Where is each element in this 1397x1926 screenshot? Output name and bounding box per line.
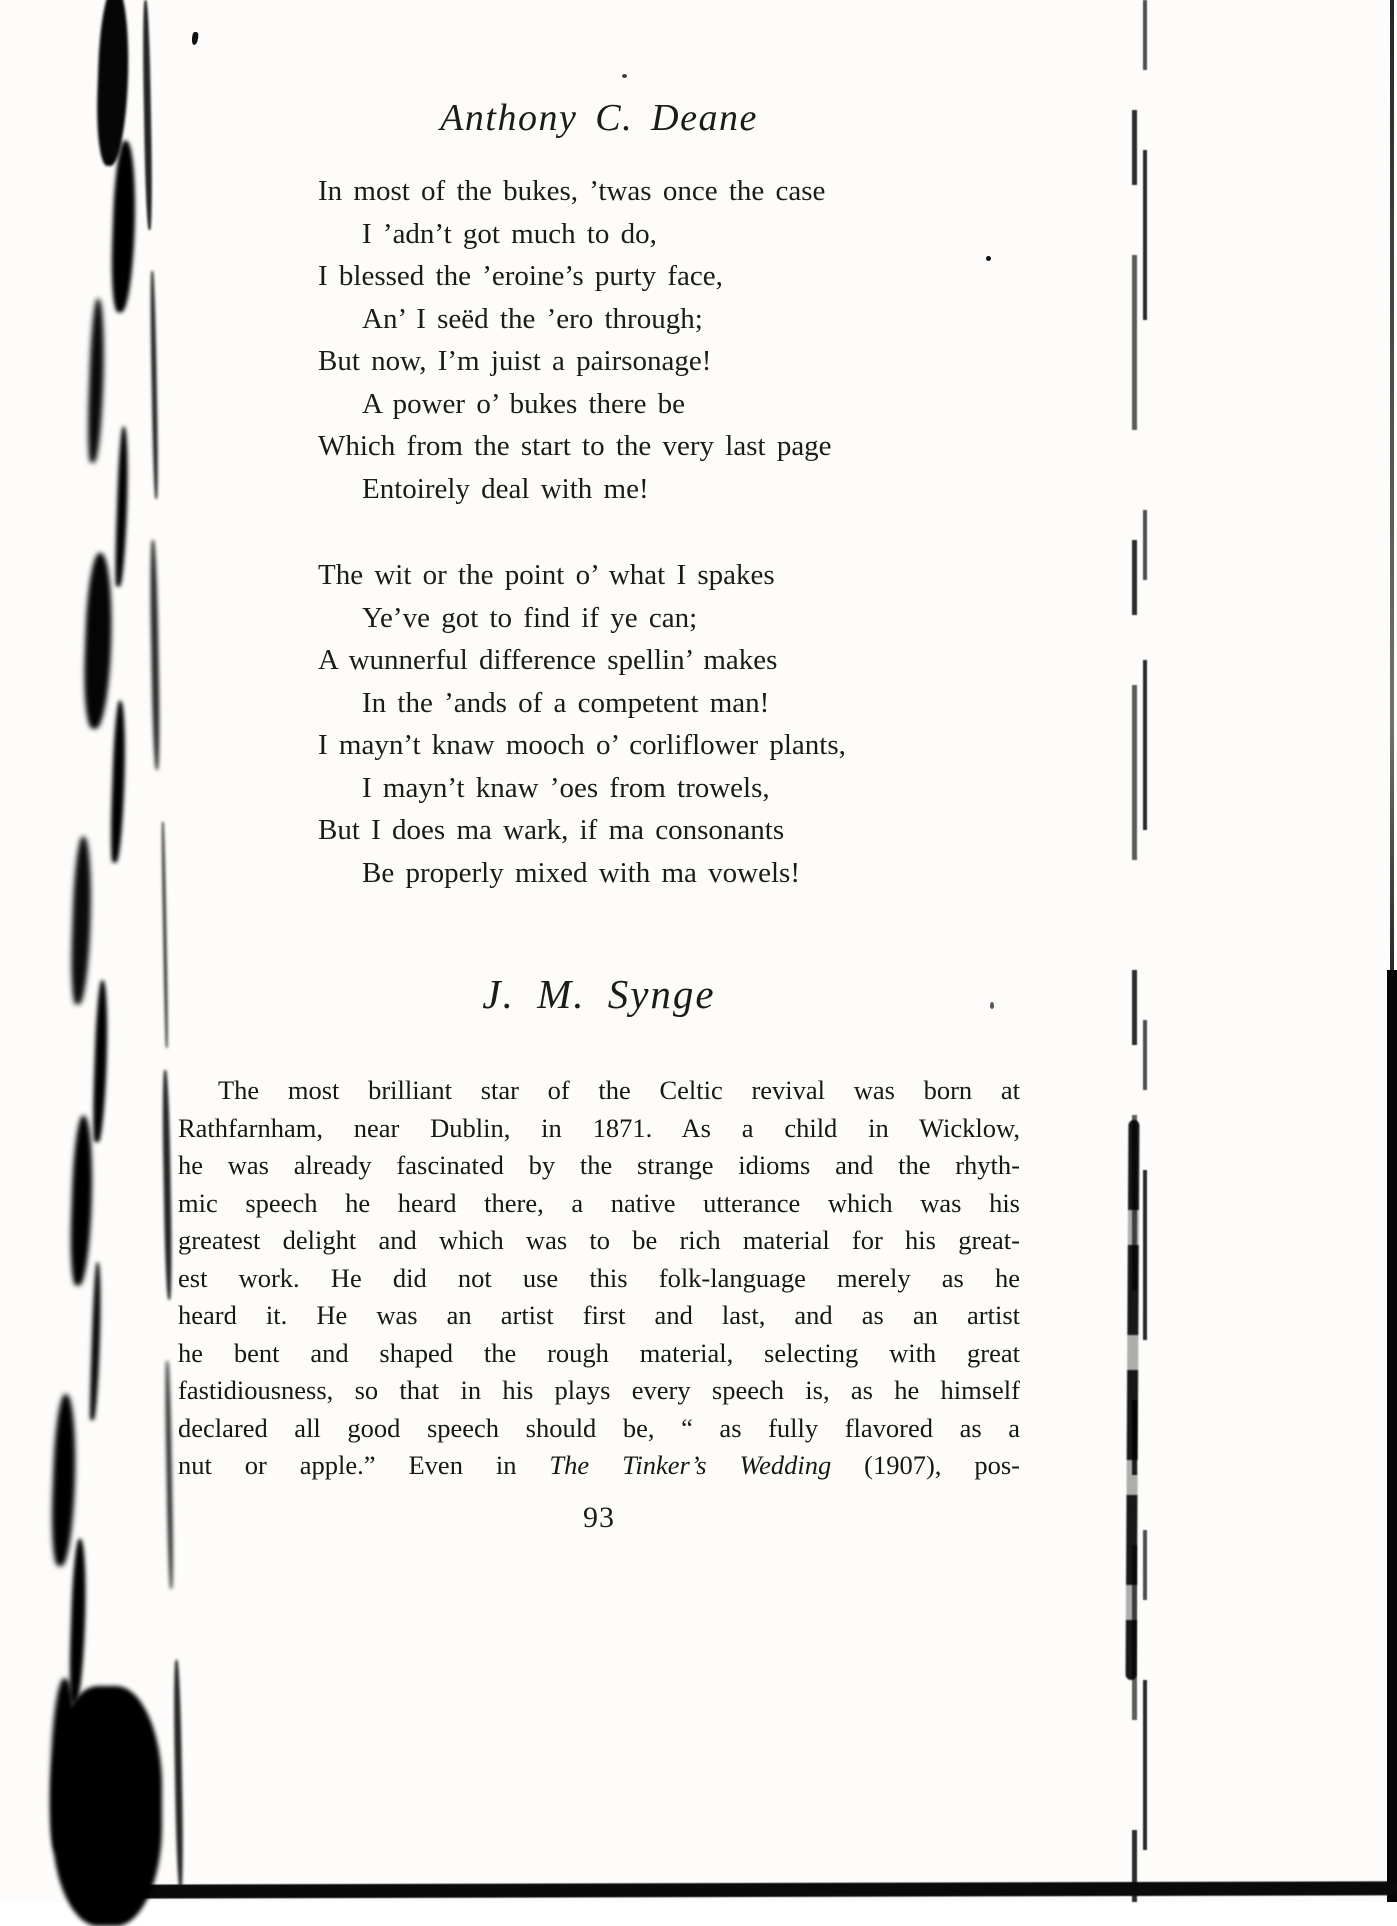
poem-line: But now, I’m juist a pairsonage! <box>318 345 712 377</box>
scan-dash-heavy-segment <box>1126 1120 1140 1680</box>
scan-dash-line-a <box>1132 0 1137 1902</box>
poem-line: A power o’ bukes there be <box>362 387 686 420</box>
bio-line: Rathfarnham, near Dublin, in 1871. As a child in Wicklow, <box>178 1112 1020 1143</box>
bio-line-post: (1907), pos- <box>831 1450 1021 1480</box>
poem-line: I blessed the ’eroine’s purty face, <box>318 260 723 292</box>
poem-line: Which from the start to the very last page <box>318 430 832 462</box>
bio-line-pre: nut or apple.” Even in <box>178 1450 550 1480</box>
bio-line: heard it. He was an artist first and last, and as an artist <box>178 1300 1020 1330</box>
bio-line-with-italic <box>178 1447 1020 1485</box>
deane-poem <box>318 170 1020 894</box>
poem-line: The wit or the point o’ what I spakes <box>318 559 775 591</box>
poem-line: But I does ma wark, if ma consonants <box>318 814 785 846</box>
poem-line: An’ I seëd the ’ero through; <box>362 302 703 335</box>
poem-stanza-1 <box>318 170 1020 510</box>
synge-biography <box>178 1072 1020 1485</box>
poem-line: I ’adn’t got much to do, <box>362 217 657 250</box>
bio-line: est work. He did not use this folk-language merely as he <box>178 1262 1020 1293</box>
poem-line: In most of the bukes, ’twas once the case <box>318 175 826 207</box>
scan-right-edge-bar <box>1387 970 1397 1902</box>
poem-author-heading: Anthony C. Deane <box>440 97 758 139</box>
synge-section-heading: J. M. Synge <box>482 971 716 1017</box>
page-number: 93 <box>583 1500 615 1534</box>
poem-stanza-2 <box>318 554 1020 894</box>
bio-line: greatest delight and which was to be rich material for his great- <box>178 1225 1020 1255</box>
bio-line: declared all good speech should be, “ as fully flavored as a <box>178 1412 1020 1443</box>
book-title-italic: The Tinker’s Wedding <box>549 1450 832 1480</box>
bio-line: The most brilliant star of the Celtic revival was born at <box>218 1075 1020 1105</box>
poem-line: I mayn’t knaw ’oes from trowels, <box>362 771 770 804</box>
poem-line: Entoirely deal with me! <box>362 472 649 505</box>
scan-bottom-bar <box>96 1881 1397 1898</box>
bio-line: mic speech he heard there, a native utterance which was his <box>178 1187 1020 1218</box>
poem-line: A wunnerful difference spellin’ makes <box>318 644 778 676</box>
page-content <box>178 0 1020 1535</box>
scan-dash-line-b <box>1143 0 1147 1902</box>
bio-line: fastidiousness, so that in his plays every speech is, as he himself <box>178 1375 1020 1405</box>
poem-line: Be properly mixed with ma vowels! <box>362 856 800 889</box>
poem-line: In the ’ands of a competent man! <box>362 686 770 719</box>
scan-right-edge-line <box>1390 0 1394 1902</box>
bio-line: he bent and shaped the rough material, selecting with great <box>178 1337 1020 1368</box>
poem-line: Ye’ve got to find if ye can; <box>362 601 698 634</box>
bio-line: he was already fascinated by the strange idioms and the rhyth- <box>178 1150 1020 1180</box>
scan-corner-blob <box>52 1686 162 1926</box>
poem-line: I mayn’t knaw mooch o’ corliflower plants, <box>318 729 846 761</box>
